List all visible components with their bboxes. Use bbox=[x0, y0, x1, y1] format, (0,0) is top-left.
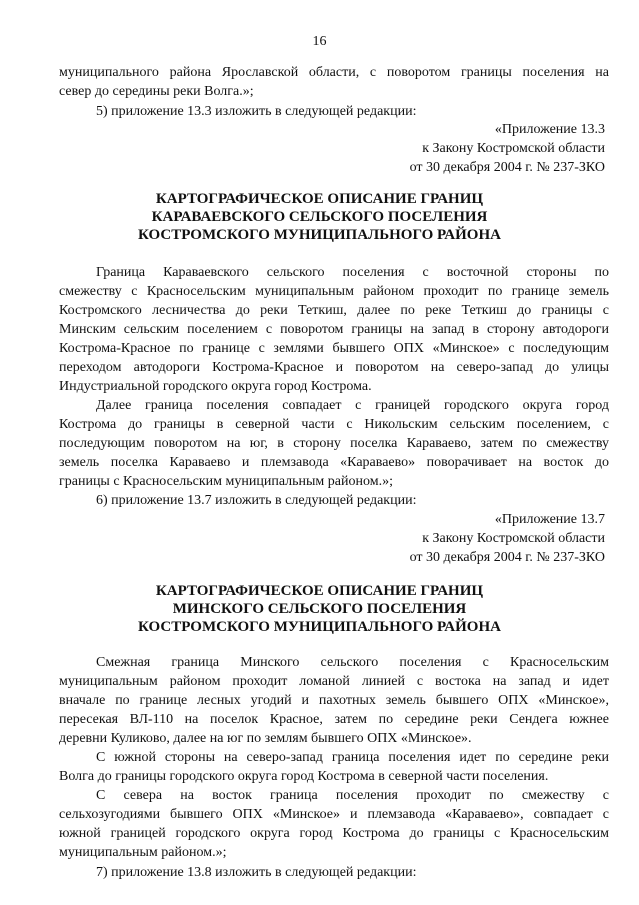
text-line: Кострома-Красное по границе с землями бывшего ОПХ «Минское» с последующим bbox=[59, 341, 609, 356]
text-line: последующим поворотом на юг, в сторону поселка Караваево, затем по смежеству bbox=[59, 436, 609, 451]
appendix-ref-line: от 30 декабря 2004 г. № 237-ЗКО bbox=[409, 550, 605, 565]
text-line: С севера на восток граница поселения проходит по смежеству с bbox=[96, 788, 609, 803]
text-line: земель поселка Караваево и племзавода «Караваево» поворачивает на восток до bbox=[59, 455, 609, 470]
text-line: С южной стороны на северо-запад граница поселения идет по середине реки bbox=[96, 750, 609, 765]
section-heading: КАРТОГРАФИЧЕСКОЕ ОПИСАНИЕ ГРАНИЦ bbox=[155, 583, 484, 599]
text-line: Волга до границы городского округа город Кострома в северной части поселения. bbox=[59, 769, 549, 784]
text-line: Далее граница поселения совпадает с границей городского округа город bbox=[96, 398, 609, 413]
section-heading: МИНСКОГО СЕЛЬСКОГО ПОСЕЛЕНИЯ bbox=[172, 601, 467, 617]
text-line: муниципальным районом проходит ломаной линией с востока на запад и идет bbox=[59, 674, 609, 689]
appendix-ref-line: от 30 декабря 2004 г. № 237-ЗКО bbox=[409, 160, 605, 175]
text-line: муниципального района Ярославской области, с поворотом границы поселения на bbox=[59, 65, 609, 80]
section-heading: КОСТРОМСКОГО МУНИЦИПАЛЬНОГО РАЙОНА bbox=[138, 619, 501, 635]
text-line: смежеству с Красносельским муниципальным районом проходит по границе земель bbox=[59, 284, 609, 299]
text-line: Индустриальной городского округа город Кострома. bbox=[59, 379, 372, 394]
text-line: 7) приложение 13.8 изложить в следующей редакции: bbox=[96, 865, 417, 880]
appendix-ref-line: к Закону Костромской области bbox=[422, 531, 605, 546]
section-heading: КАРАВАЕВСКОГО СЕЛЬСКОГО ПОСЕЛЕНИЯ bbox=[151, 209, 488, 225]
section-heading: КАРТОГРАФИЧЕСКОЕ ОПИСАНИЕ ГРАНИЦ bbox=[155, 191, 484, 207]
page-number: 16 bbox=[312, 34, 327, 49]
text-line: 6) приложение 13.7 изложить в следующей редакции: bbox=[96, 493, 417, 508]
text-line: Смежная граница Минского сельского поселения с Красносельским bbox=[96, 655, 609, 670]
text-line: Минским сельским поселением с поворотом границы на запад в сторону автодороги bbox=[59, 322, 609, 337]
text-line: границы с Красносельским муниципальным районом.»; bbox=[59, 474, 393, 489]
text-line: деревни Куликово, далее на юг по землям бывшего ОПХ «Минское». bbox=[59, 731, 472, 746]
text-line: пересекая ВЛ-110 на поселок Красное, затем по середине реки Сендега южнее bbox=[59, 712, 609, 727]
text-line: муниципальным районом.»; bbox=[59, 845, 227, 860]
appendix-ref-line: «Приложение 13.7 bbox=[494, 512, 605, 527]
text-line: вначале по границе лесных угодий и пахотных земель бывшего ОПХ «Минское», bbox=[59, 693, 609, 708]
text-line: Костромского лесничества до реки Теткиш, далее по реке Теткиш до границы с bbox=[59, 303, 609, 318]
appendix-ref-line: «Приложение 13.3 bbox=[494, 122, 605, 137]
section-heading: КОСТРОМСКОГО МУНИЦИПАЛЬНОГО РАЙОНА bbox=[138, 227, 501, 243]
text-line: 5) приложение 13.3 изложить в следующей редакции: bbox=[96, 104, 417, 119]
text-line: север до середины реки Волга.»; bbox=[59, 84, 254, 99]
appendix-ref-line: к Закону Костромской области bbox=[422, 141, 605, 156]
text-line: южной границей городского округа город Кострома до границы с Красносельским bbox=[59, 826, 609, 841]
text-line: сельхозугодиями бывшего ОПХ «Минское» и племзавода «Караваево», совпадает с bbox=[59, 807, 609, 822]
text-line: переходом автодороги Кострома-Красное и поворотом на северо-запад до улицы bbox=[59, 360, 609, 375]
text-line: Кострома до границы в северной части с Никольским сельским поселением, с bbox=[59, 417, 609, 432]
text-line: Граница Караваевского сельского поселения с восточной стороны по bbox=[96, 265, 609, 280]
